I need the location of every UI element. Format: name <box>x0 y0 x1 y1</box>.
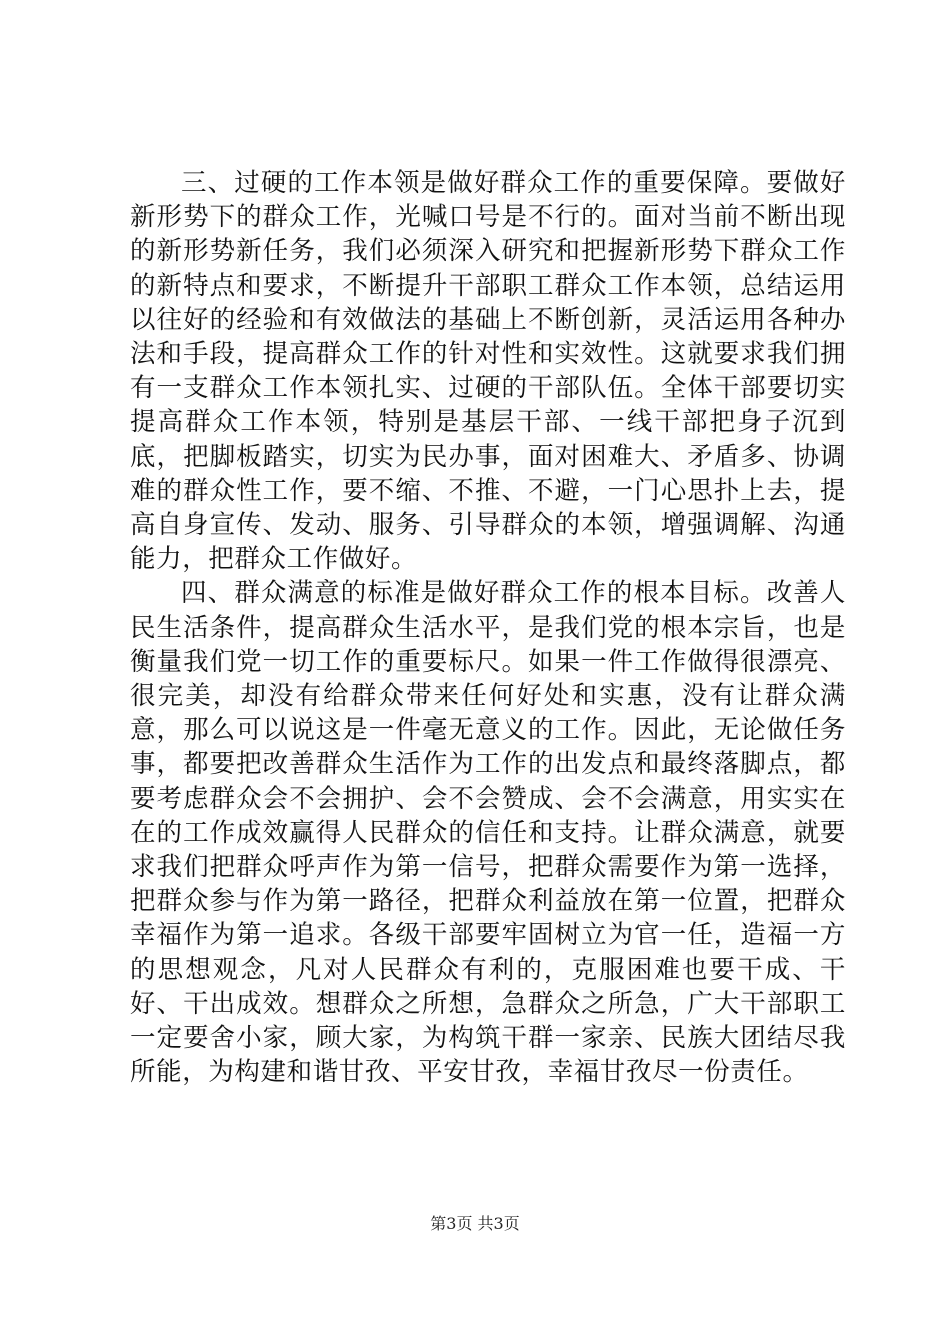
document-body <box>130 166 846 1089</box>
page-footer: 第3页 共3页 <box>430 1214 520 1233</box>
paragraph-3: 三、过硬的工作本领是做好群众工作的重要保障。要做好新形势下的群众工作，光喊口号是不行的。面对当前不断出现的新形势新任务，我们必须深入研究和把握新形势下群众工作的新特点和要求，不断提升干部职工群众工作本领，总结运用以往好的经验和有效做法的基础上不断创新，灵活运用各种办法和手段，提高群众工作的针对性和实效性。这就要求我们拥有一支群众工作本领扎实、过硬的干部队伍。全体干部要切实提高群众工作本领，特别是基层干部、一线干部把身子沉到底，把脚板踏实，切实为民办事，面对困难大、矛盾多、协调难的群众性工作，要不缩、不推、不避，一门心思扑上去，提高自身宣传、发动、服务、引导群众的本领，增强调解、沟通能力，把群众工作做好。 <box>130 168 846 575</box>
paragraph-4: 四、群众满意的标准是做好群众工作的根本目标。改善人民生活条件，提高群众生活水平，是我们党的根本宗旨，也是衡量我们党一切工作的重要标尺。如果一件工作做得很漂亮、很完美，却没有给群众带来任何好处和实惠，没有让群众满意，那么可以说这是一件毫无意义的工作。因此，无论做任务事，都要把改善群众生活作为工作的出发点和最终落脚点，都要考虑群众会不会拥护、会不会赞成、会不会满意，用实实在在的工作成效赢得人民群众的信任和支持。让群众满意，就要求我们把群众呼声作为第一信号，把群众需要作为第一选择，把群众参与作为第一路径，把群众利益放在第一位置，把群众幸福作为第一追求。各级干部要牢固树立为官一任，造福一方的思想观念，凡对人民群众有利的，克服困难也要干成、干好、干出成效。想群众之所想，急群众之所急，广大干部职工一定要舍小家，顾大家，为构筑干群一家亲、民族大团结尽我所能，为构建和谐甘孜、平安甘孜，幸福甘孜尽一份责任。 <box>130 578 846 1088</box>
